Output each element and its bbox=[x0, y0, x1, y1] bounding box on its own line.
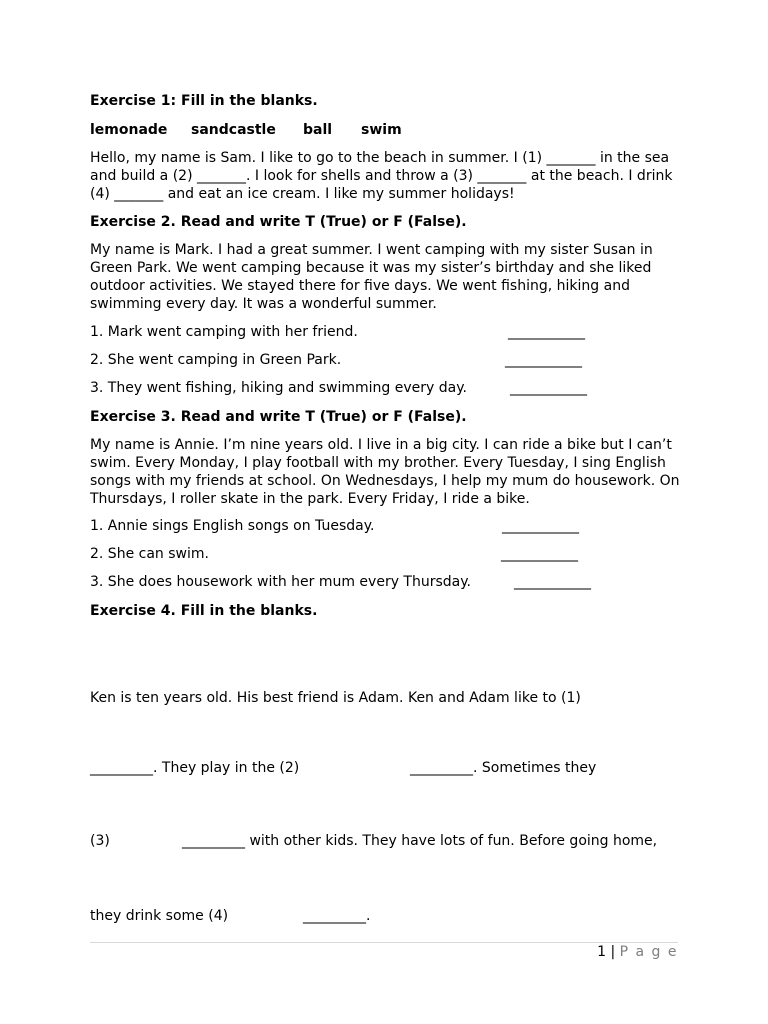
passage-line: swim. Every Monday, I play football with my brother. Every Tuesday, I sing English bbox=[90, 455, 666, 471]
story-line: Ken is ten years old. His best friend is Adam. Ken and Adam like to (1) bbox=[90, 690, 581, 706]
footer-divider bbox=[90, 942, 678, 943]
answer-blank[interactable]: ___________ bbox=[514, 574, 591, 590]
story-line: they drink some (4) bbox=[90, 908, 229, 924]
true-false-statement: 3. They went fishing, hiking and swimming every day. bbox=[90, 380, 467, 396]
passage-line: Hello, my name is Sam. I like to go to the beach in summer. I (1) _______ in the sea bbox=[90, 150, 670, 166]
story-line: _________. Sometimes they bbox=[410, 760, 597, 776]
true-false-statement: 3. She does housework with her mum every Thursday. bbox=[90, 574, 471, 590]
true-false-statement: 2. She can swim. bbox=[90, 546, 209, 562]
passage-line: swimming every day. It was a wonderful summer. bbox=[90, 296, 437, 312]
page-footer bbox=[597, 943, 678, 961]
true-false-statement: 1. Annie sings English songs on Tuesday. bbox=[90, 518, 375, 534]
word-bank-item: swim bbox=[361, 122, 402, 138]
true-false-statement: 2. She went camping in Green Park. bbox=[90, 352, 342, 368]
passage-line: My name is Mark. I had a great summer. I went camping with my sister Susan in bbox=[90, 242, 653, 258]
story-line: _________. They play in the (2) bbox=[90, 760, 300, 776]
story-line: _________ with other kids. They have lots of fun. Before going home, bbox=[182, 833, 658, 849]
footer-separator: | bbox=[610, 944, 616, 960]
exercise-4-title: Exercise 4. Fill in the blanks. bbox=[90, 603, 318, 619]
passage-line: outdoor activities. We stayed there for five days. We went fishing, hiking and bbox=[90, 278, 630, 294]
exercise-1-title: Exercise 1: Fill in the blanks. bbox=[90, 93, 318, 109]
exercise-3-passage bbox=[90, 436, 690, 508]
answer-blank[interactable]: ___________ bbox=[508, 324, 585, 340]
exercise-3-title: Exercise 3. Read and write T (True) or F (False). bbox=[90, 409, 467, 425]
exercise-2-title: Exercise 2. Read and write T (True) or F (False). bbox=[90, 214, 467, 230]
passage-line: Thursdays, I roller skate in the park. Every Friday, I ride a bike. bbox=[90, 491, 530, 507]
word-bank-item: ball bbox=[303, 122, 333, 138]
word-bank-item: sandcastle bbox=[191, 122, 276, 138]
page-label: P a g e bbox=[619, 944, 678, 960]
answer-blank[interactable]: ___________ bbox=[502, 518, 579, 534]
passage-line: My name is Annie. I’m nine years old. I live in a big city. I can ride a bike but I can’t bbox=[90, 437, 672, 453]
passage-line: Green Park. We went camping because it was my sister’s birthday and she liked bbox=[90, 260, 652, 276]
story-line: (3) bbox=[90, 833, 110, 849]
passage-line: (4) _______ and eat an ice cream. I like my summer holidays! bbox=[90, 186, 515, 202]
answer-blank[interactable]: ___________ bbox=[505, 352, 582, 368]
exercise-1-passage bbox=[90, 149, 690, 203]
passage-line: songs with my friends at school. On Wednesdays, I help my mum do housework. On bbox=[90, 473, 680, 489]
exercise-2-passage bbox=[90, 241, 690, 313]
passage-line: and build a (2) _______. I look for shells and throw a (3) _______ at the beach. I drink bbox=[90, 168, 673, 184]
answer-blank[interactable]: ___________ bbox=[501, 546, 578, 562]
true-false-statement: 1. Mark went camping with her friend. bbox=[90, 324, 358, 340]
word-bank-item: lemonade bbox=[90, 122, 168, 138]
page-number: 1 bbox=[597, 944, 606, 960]
answer-blank[interactable]: ___________ bbox=[510, 380, 587, 396]
story-line: _________. bbox=[303, 908, 371, 924]
